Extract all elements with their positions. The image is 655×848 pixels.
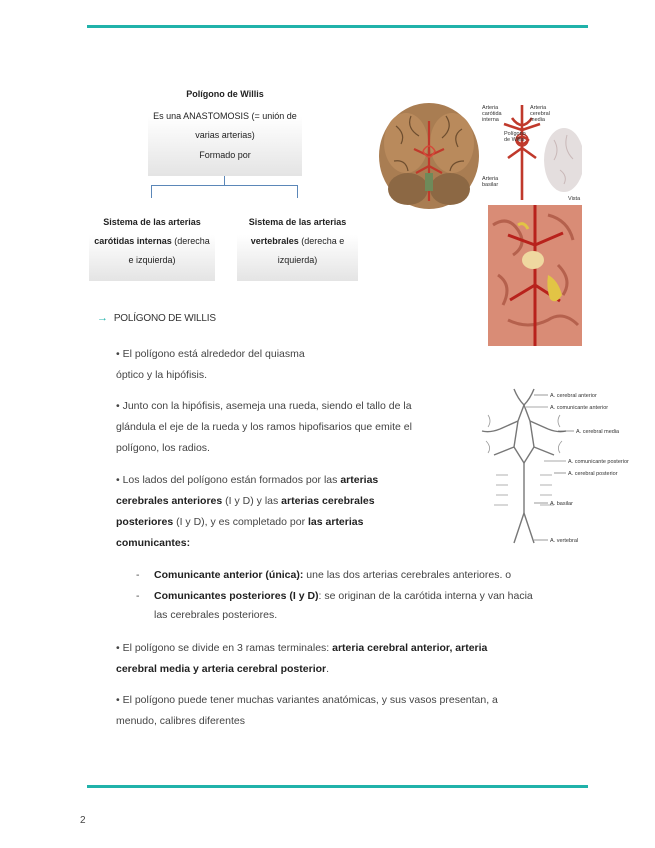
box-line: Es una ANASTOMOSIS (= unión de (153, 111, 297, 121)
section-heading-text: POLÍGONO DE WILLIS (113, 313, 216, 324)
text-span: : se originan de la carótida interna y van hacia (318, 590, 533, 602)
paragraph (116, 470, 446, 554)
top-rule (87, 25, 588, 28)
willis-circle-diagram (478, 385, 654, 551)
connector-line (151, 185, 152, 198)
paragraph-line: glándula el eje de la rueda y los ramos hipofisarios que emite el (116, 421, 412, 433)
text-span: • El polígono se divide en 3 ramas terminales: (116, 642, 333, 654)
connector-line (224, 176, 225, 185)
box-text: e izquierda) (128, 255, 176, 265)
bold-term: Comunicantes posteriores (I y D) (154, 590, 319, 602)
carotid-system-box (89, 210, 215, 281)
list-item (136, 587, 586, 625)
box-text: Sistema de las arterias (248, 217, 347, 227)
willis-definition-box (148, 84, 302, 176)
figure-label: Arteria (482, 176, 499, 182)
box-text: vertebrales (250, 236, 299, 246)
figure-label: cerebral (530, 111, 550, 117)
figure-label: interna (482, 117, 499, 123)
text-span: une las dos arterias cerebrales anteriores. o (303, 569, 512, 581)
list-item (136, 566, 586, 585)
figure-label: de Willis (504, 137, 525, 143)
brain-dissection-image (488, 205, 582, 346)
paragraph-line: menudo, calibres diferentes (116, 715, 245, 727)
bold-term: arterias cerebrales (281, 495, 375, 507)
box-text: carótidas internas (94, 236, 172, 246)
bold-term: posteriores (116, 516, 174, 528)
paragraph-line: • El polígono está alrededor del quiasma (116, 348, 305, 360)
dash-bullet: - (136, 569, 140, 581)
dash-bullet: - (136, 590, 140, 602)
schema-label: A. basilar (550, 501, 573, 507)
box-text: izquierda) (277, 255, 318, 265)
figure-label: basilar (482, 182, 499, 188)
figure-label: Arteria (482, 105, 499, 111)
bold-term: Comunicante anterior (única): (154, 569, 304, 581)
bold-term: cerebral media y arteria cerebral posterior (116, 663, 327, 675)
schema-label: A. comunicante posterior (568, 459, 629, 465)
box-line: Formado por (199, 150, 251, 160)
vertebral-system-box (237, 210, 358, 281)
schema-label: A. vertebral (550, 538, 579, 544)
paragraph (116, 690, 556, 732)
section-heading (97, 312, 216, 324)
figure-label: Arteria (530, 105, 547, 111)
box-text: Sistema de las arterias (103, 217, 201, 227)
box-text: (derecha e (298, 236, 345, 246)
page-number: 2 (80, 815, 86, 826)
paragraph-line: óptico y la hipófisis. (116, 369, 208, 381)
schema-label: A. comunicante anterior (550, 405, 609, 411)
bold-term: comunicantes: (116, 537, 191, 549)
connector-line (297, 185, 298, 198)
box-line: varias arterias) (195, 130, 255, 140)
paragraph (116, 396, 466, 459)
connector-line (151, 185, 298, 186)
bottom-rule (87, 785, 588, 788)
arrow-icon: → (97, 312, 108, 324)
bold-term: arterias (340, 474, 379, 486)
schema-label: A. cerebral posterior (568, 471, 618, 477)
schema-label: A. cerebral anterior (550, 393, 597, 399)
figure-label: Polígono (504, 131, 526, 137)
text-span: (I y D) y las (222, 495, 282, 507)
bold-term: arteria cerebral anterior, arteria (332, 642, 488, 654)
brain-base-image (376, 101, 482, 212)
figure-label: Vista (568, 196, 581, 202)
text-span: . (326, 663, 330, 675)
box-text: (derecha (171, 236, 210, 246)
bold-term: las arterias (308, 516, 364, 528)
paragraph-line: • Junto con la hipófisis, asemeja una rueda, siendo el tallo de la (116, 400, 412, 412)
figure-label: carótida (482, 111, 502, 117)
schema-label: A. cerebral media (576, 429, 620, 435)
paragraph (116, 344, 346, 386)
text-span: (I y D), y es completado por (173, 516, 308, 528)
text-span: • Los lados del polígono están formados por las (116, 474, 341, 486)
paragraph-line: polígono, los radios. (116, 442, 210, 454)
arteries-illustration (482, 100, 582, 204)
text-span: las cerebrales posteriores. (154, 609, 278, 621)
paragraph (116, 638, 556, 680)
box-title: Polígono de Willis (186, 89, 264, 99)
bold-term: cerebrales anteriores (116, 495, 223, 507)
paragraph-line: • El polígono puede tener muchas variantes anatómicas, y sus vasos presentan, a (116, 694, 498, 706)
figure-label: media (530, 117, 545, 123)
